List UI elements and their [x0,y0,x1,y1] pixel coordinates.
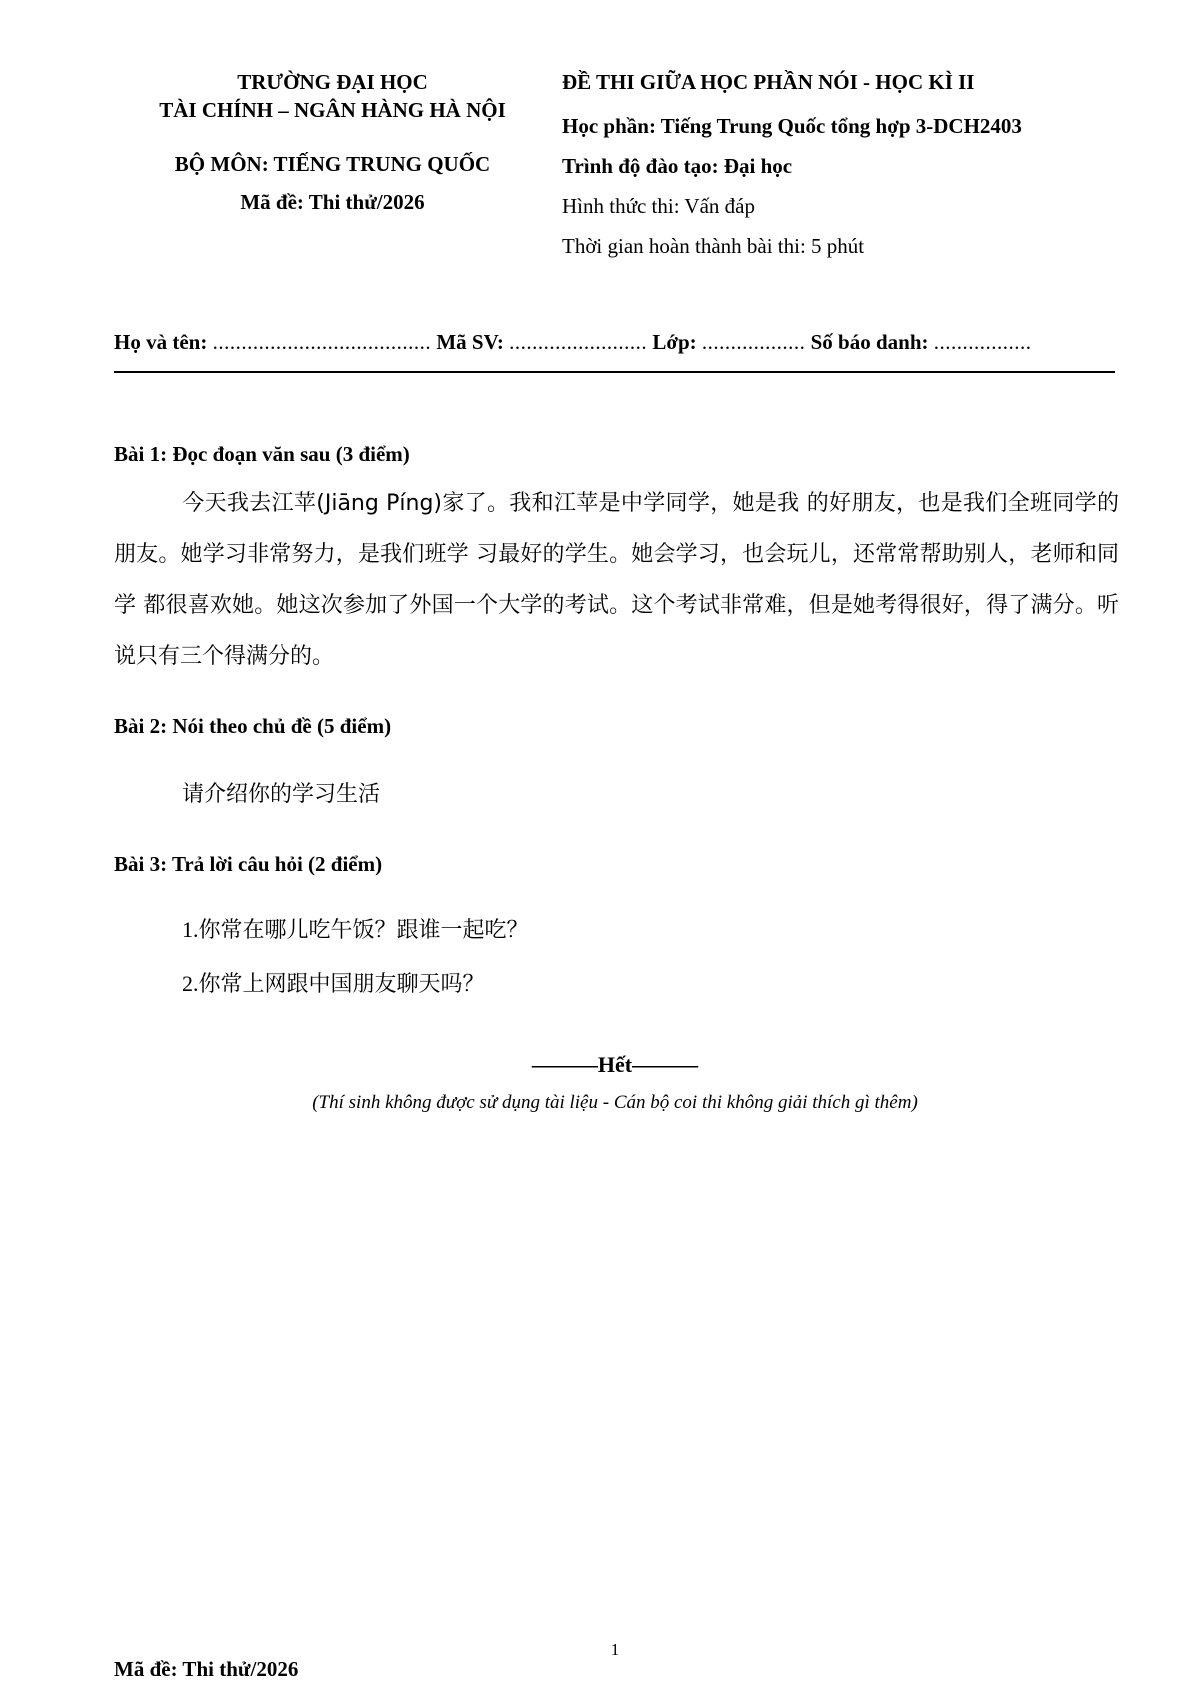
training-level [562,146,1162,186]
class-label: Lớp: [652,330,697,354]
section2-topic: 请介绍你的学习生活 [182,782,381,807]
question-text: 你常在哪儿吃午饭？跟谁一起吃？ [198,918,529,943]
student-id-label: Mã SV: [436,330,504,354]
section1-passage-text: 今天我去江苹(Jiāng Píng)家了。我和江苹是中学同学，她是我 的好朋友，也是我们全班同学的朋友。她学习非常努力，是我们班学 习最好的学生。她会学习，也会玩儿，还常常帮助别人，老师和同学 都很喜欢她。她这次参加了外国一个大学的考试。这个考试非常难，但是她考得很好，得了满分。听说只有三个得满分的。 [114,491,1119,669]
section3-title: Bài 3: Trả lời câu hỏi (2 điểm) [114,852,383,876]
question-1 [182,913,529,944]
school-name-line2: TÀI CHÍNH – NGÂN HÀNG HÀ NỘI [159,98,506,122]
level-label: Trình độ đào tạo: [562,154,719,178]
school-name-line1: TRƯỜNG ĐẠI HỌC [237,70,428,94]
course: Học phần: Tiếng Trung Quốc tổng hợp 3-DCH2403 [562,114,1022,138]
exam-format: Hình thức thi: Vấn đáp [562,194,755,218]
section2-title: Bài 2: Nói theo chủ đề (5 điểm) [114,714,392,738]
student-id-field: ........................ [509,330,648,354]
section1-title: Bài 1: Đọc đoạn văn sau (3 điểm) [114,442,410,466]
end-marker: ———Hết——— [531,1052,699,1077]
footer-exam-code: Mã đề: Thi thử/2026 [114,1657,299,1681]
question-number: 1. [182,917,199,942]
exam-duration: Thời gian hoàn thành bài thi: 5 phút [562,234,865,258]
exam-title: ĐỀ THI GIỮA HỌC PHẦN NÓI - HỌC KÌ II [562,70,975,94]
question-text: 你常上网跟中国朋友聊天吗？ [198,972,485,997]
department: BỘ MÔN: TIẾNG TRUNG QUỐC [174,152,491,176]
student-info-line [114,330,1114,355]
name-label: Họ và tên: [114,330,208,354]
exam-code: Mã đề: Thi thử/2026 [240,190,425,214]
section1-passage [114,478,1119,682]
name-field: ...................................... [212,330,432,354]
question-2 [182,967,485,998]
exam-note: (Thí sinh không được sử dụng tài liệu - Cán bộ coi thi không giải thích gì thêm) [312,1092,918,1113]
sbd-label: Số báo danh: [810,330,929,354]
level-value: Đại học [723,154,793,178]
class-field: .................. [701,330,806,354]
header-left [110,68,555,216]
header-right [562,68,1162,266]
page-number: 1 [610,1640,620,1659]
header-divider [114,371,1115,373]
sbd-field: ................. [933,330,1032,354]
question-number: 2. [182,971,199,996]
